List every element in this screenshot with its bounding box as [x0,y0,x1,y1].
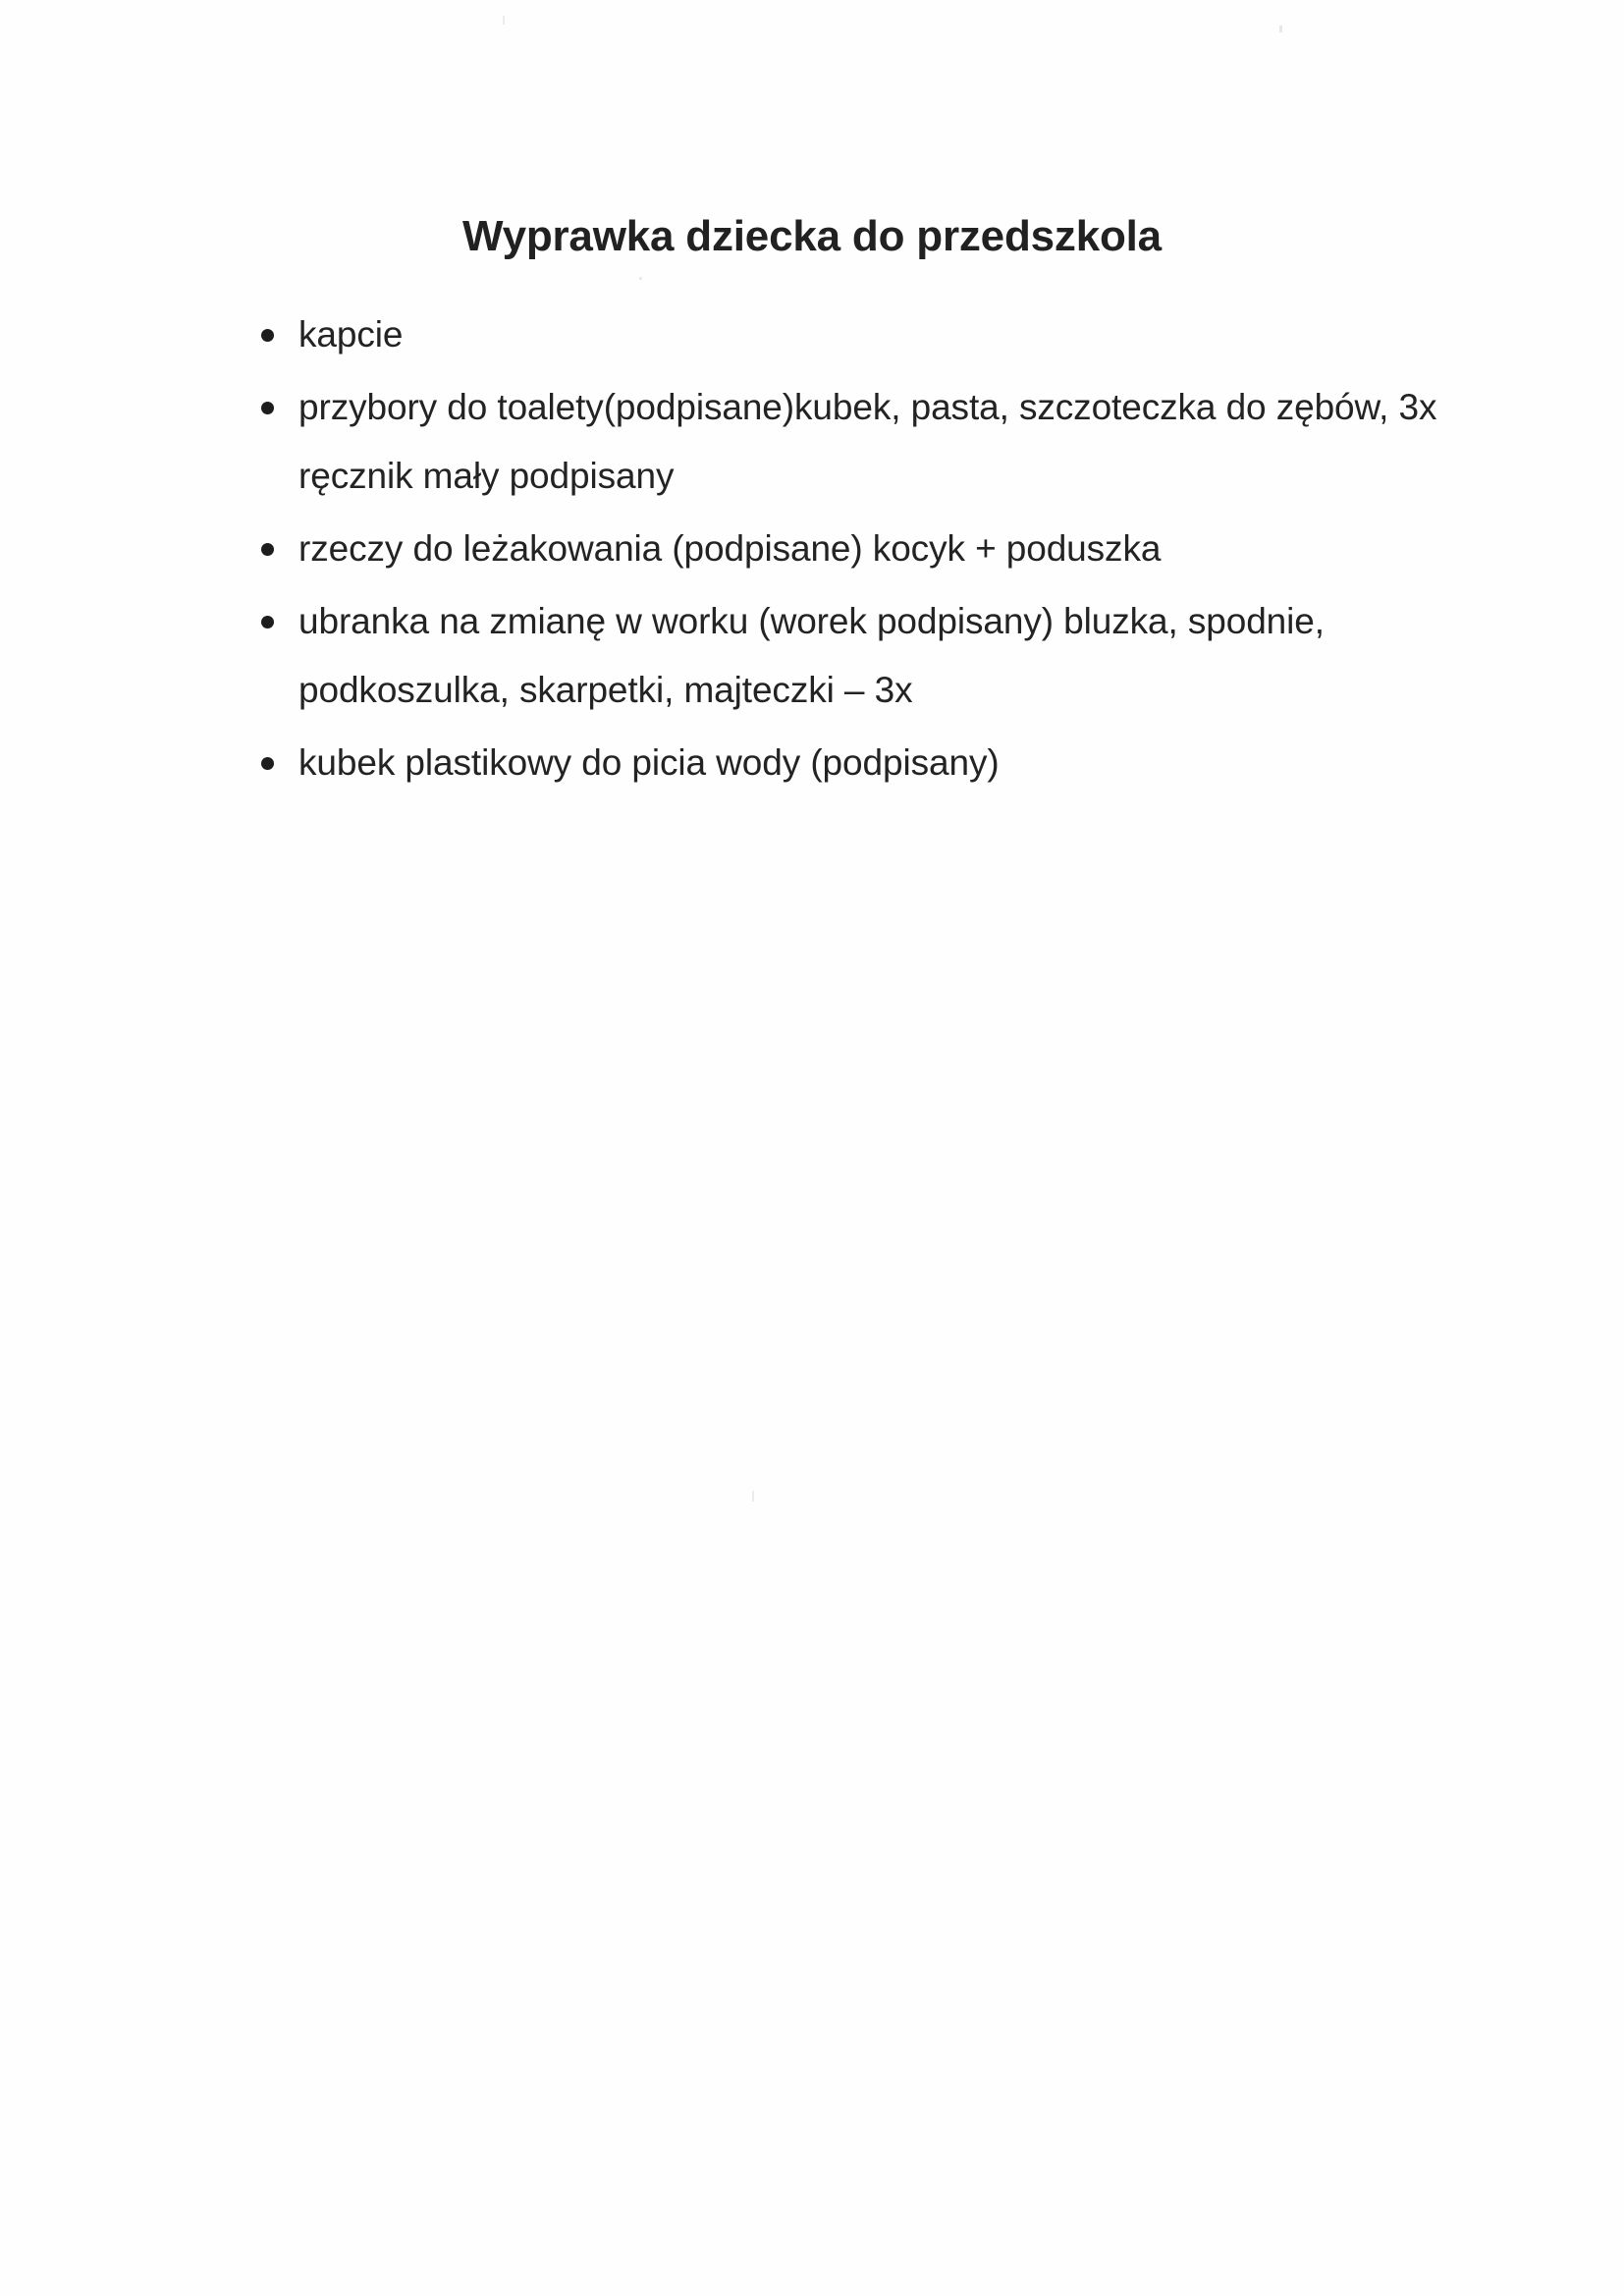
bullet-dot-icon [261,757,274,770]
list-item [253,729,1461,797]
list-item [253,587,1461,725]
supply-list [253,301,1461,801]
list-item [253,301,1461,369]
scan-speck-icon [639,277,642,280]
bullet-dot-icon [261,543,274,556]
list-item-label: rzeczy do leżakowania (podpisane) kocyk + poduszka [298,528,1162,569]
list-item-label: kapcie [298,314,404,355]
list-item [253,373,1461,511]
scan-speck-icon [752,1491,754,1502]
scan-speck-icon [1279,26,1282,32]
bullet-dot-icon [261,402,274,414]
list-item-label: ubranka na zmianę w worku (worek podpisany) bluzka, spodnie, podkoszulka, skarpetki, majteczki – 3x [298,601,1325,710]
list-item-label: przybory do toalety(podpisane)kubek, pasta, szczoteczka do zębów, 3x ręcznik mały podpisany [298,387,1437,496]
page-title: Wyprawka dziecka do przedszkola [462,212,1162,261]
bullet-dot-icon [261,329,274,342]
list-item [253,515,1461,583]
scan-speck-icon [503,16,505,25]
bullet-dot-icon [261,616,274,629]
list-item-label: kubek plastikowy do picia wody (podpisany) [298,742,1000,783]
